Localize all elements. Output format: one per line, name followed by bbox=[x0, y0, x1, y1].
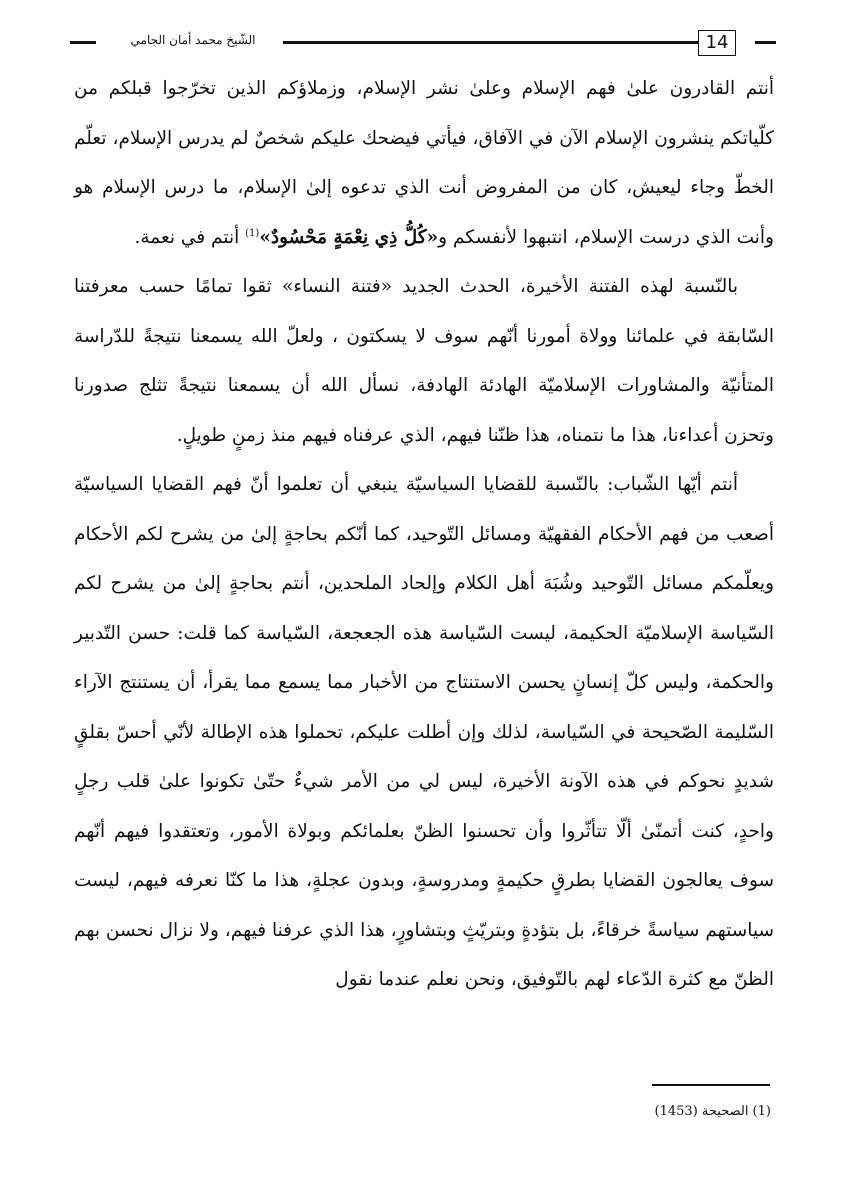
footnote: (1) الصحيحة (1453) bbox=[654, 1104, 771, 1119]
header-rule-left bbox=[283, 41, 698, 44]
paragraph-2: بالنّسبة لهذه الفتنة الأخيرة، الحدث الجديد «فتنة النساء» ثقوا تمامًا حسب معرفتنا السّابقة في علمائنا وولاة أمورنا أنّهم سوف لا يسكتون ، ولعلّ الله يسمعنا نتيجةً للدّراسة المتأنيّة والمشاورات الإسلاميّة الهادئة الهادفة، نسأل الله أن يسمعنا نتيجةً تثلج صدورنا وتحزن أعداءنا، هذا ما نتمناه، هذا ظنّنا فيهم، الذي عرفناه فيهم منذ زمنٍ طويلٍ. bbox=[74, 276, 775, 446]
page-number: 14 bbox=[698, 30, 736, 56]
page-header bbox=[0, 28, 845, 58]
footnote-separator bbox=[652, 1084, 770, 1086]
paragraph-1-text: أنتم القادرون علىٰ فهم الإسلام وعلىٰ نشر الإسلام، وزملاؤكم الذين تخرّجوا قبلكم من كلّياتكم ينشرون الإسلام الآن في الآفاق، فيأتي فيضحك عليكم شخصٌ لم يدرس الإسلام، تعلّم الخطّ وجاء ليعيش، كان من المفروض أنت الذي تدعوه إلىٰ الإسلام، ما درس الإسلام هو وأنت الذي درست الإسلام، انتبهوا لأنفسكم و bbox=[74, 78, 774, 248]
page-body bbox=[74, 64, 774, 1005]
paragraph-3: أنتم أيّها الشّباب: بالنّسبة للقضايا السياسيّة ينبغي أن تعلموا أنّ فهم القضايا السياسيّة أصعب من فهم الأحكام الفقهيّة ومسائل التّوحيد، كما أنّكم بحاجةٍ إلىٰ من يشرح لكم الأحكام ويعلّمكم مسائل التّوحيد وشُبَهَ أهل الكلام وإلحاد الملحدين، أنتم بحاجةٍ إلىٰ من يشرح لكم السّياسة الإسلاميّة الحكيمة، ليست السّياسة هذه الجعجعة، السّياسة كما قلت: حسن التّدبير والحكمة، وليس كلّ إنسانٍ يحسن الاستنتاج من الأخبار مما يسمع مما يقرأ، أن يستنتج الآراء السّليمة الصّحيحة في السّياسة، لذلك وإن أطلت عليكم، تحملوا هذه الإطالة لأنّي أحسّ بقلقٍ شديدٍ نحوكم في هذه الآونة الأخيرة، ليس لي من الأمر شيءٌ حتّىٰ تكونوا علىٰ قلب رجلٍ واحدٍ، كنت أتمنّىٰ ألّا تتأثّروا وأن تحسنوا الظنّ بعلمائكم وبولاة الأمور، وتعتقدوا فيهم أنّهم سوف يعالجون القضايا بطرقٍ حكيمةٍ ومدروسةٍ، وبدون عجلةٍ، هذا ما كنّا نعرفه فيهم، ليست سياستهم سياسةً خرقاءً، بل بتؤدةٍ وبتريّثٍ وبتشاورٍ، هذا الذي عرفنا فيهم، ولا نزال نحسن بهم الظنّ مع كثرة الدّعاء لهم بالتّوفيق، ونحن نعلم عندما نقول bbox=[74, 474, 774, 990]
paragraph-1 bbox=[74, 64, 774, 262]
footnote-ref: (1) bbox=[245, 227, 260, 239]
header-rule-right bbox=[755, 41, 776, 44]
hadith-quote: «كُلُّ ذِي نِعْمَةٍ مَحْسُودٌ» bbox=[259, 226, 439, 248]
header-author-rule bbox=[70, 41, 96, 44]
paragraph-1-end: أنتم في نعمة. bbox=[134, 226, 246, 248]
header-author: الشّيخ محمد أمان الجامي bbox=[130, 33, 256, 47]
